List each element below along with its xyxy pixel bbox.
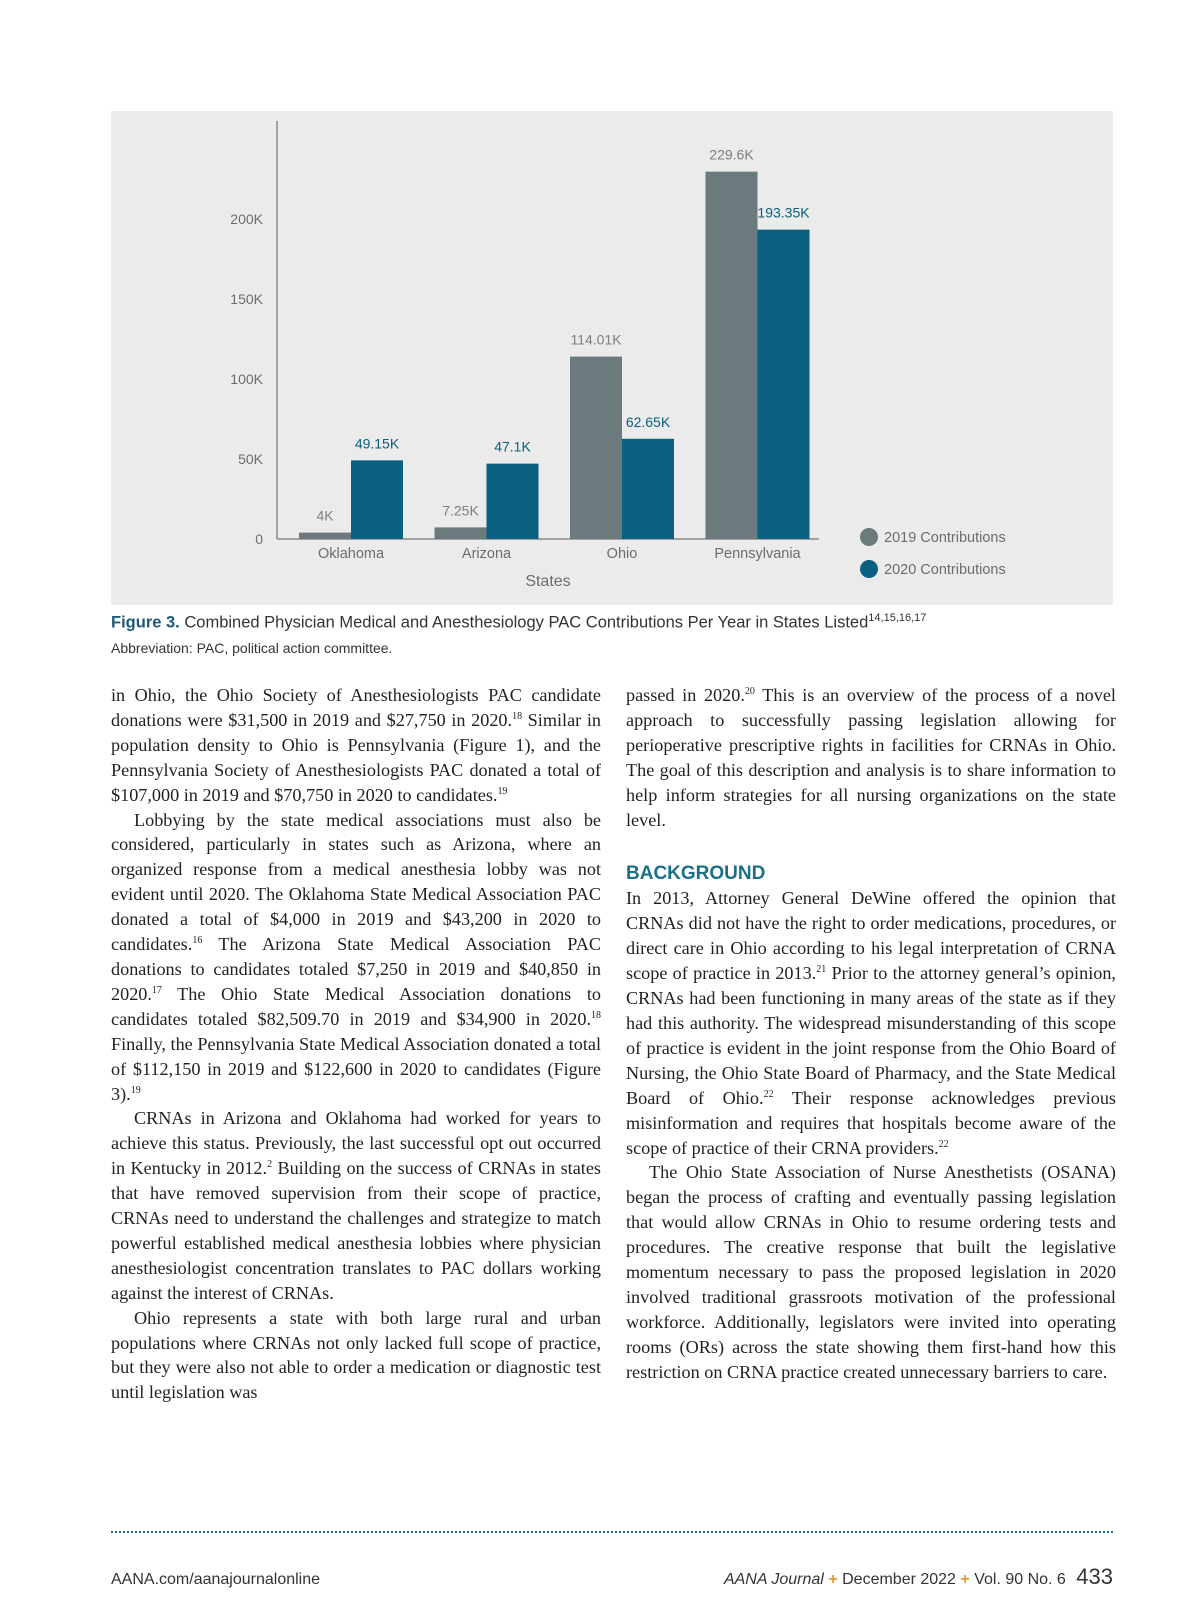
figure-caption (111, 612, 1121, 633)
legend-marker-2019 (860, 528, 878, 546)
bar-pennsylvania-2019 (706, 172, 758, 539)
y-tick-label: 0 (255, 531, 263, 547)
plus-separator: + (828, 1571, 838, 1588)
paragraph: CRNAs in Arizona and Oklahoma had worked for years to achieve this status. Previously, the last successful opt out occurred in Kentucky in 2012.$^2$ Building on the success of CRNAs in states that have removed supervision from their scope of practice, CRNAs need to understand the challenges and strategize to match powerful established medical anesthesia lobbies where physician anesthesiologist concentration translates to PAC dollars working against the interest of CRNAs. (111, 1108, 601, 1303)
figure-label: Figure 3. (111, 613, 180, 632)
data-label: 7.25K (442, 502, 479, 519)
y-tick-label: 200K (230, 211, 263, 227)
figure-abbreviation: Abbreviation: PAC, political action committee. (111, 640, 393, 656)
x-tick-label: Ohio (606, 546, 638, 562)
y-tick-label: 100K (230, 371, 263, 387)
paragraph: in Ohio, the Ohio Society of Anesthesiologists PAC candidate donations were $31,500 in 2019 and $27,750 in 2020.18 Similar in population density to Ohio is Pennsylvania (Figure 1), and the Pennsylvania Society of Anesthesiologists PAC donated a total of $107,000 in 2019 and $70,750 in 2020 to candidates.$^{19}$ (111, 685, 601, 805)
footer-url[interactable]: AANA.com/aanajournalonline (111, 1571, 321, 1588)
data-label: 114.01K (570, 331, 622, 348)
data-label: 4K (316, 507, 334, 524)
figure-caption-text: Combined Physician Medical and Anesthesiology PAC Contributions Per Year in States Listed (184, 613, 869, 632)
data-label: 229.6K (709, 146, 754, 163)
figure-caption-refs: 14,15,16,17 (868, 612, 927, 624)
data-label: 193.35K (757, 204, 810, 221)
bar-oklahoma-2020 (351, 460, 403, 539)
bar-ohio-2019 (570, 357, 622, 539)
bar-pennsylvania-2020 (758, 230, 810, 539)
data-label: 62.65K (625, 413, 671, 430)
x-tick-label: Pennsylvania (714, 546, 801, 562)
bar-ohio-2020 (622, 439, 674, 539)
page-number: 433 (1076, 1564, 1113, 1589)
data-label: 47.1K (494, 438, 531, 455)
y-tick-label: 50K (238, 451, 263, 467)
y-tick-label: 150K (230, 291, 263, 307)
x-tick-label: Oklahoma (317, 546, 385, 562)
paragraph: The Ohio State Association of Nurse Anesthetists (OSANA) began the process of crafting and eventually passing legislation that would allow CRNAs in Ohio to resume ordering tests and procedures. The creative response that built the legislative momentum necessary to pass the proposed legislation in 2020 involved traditional grassroots motivation of the professional workforce. Additionally, legislators were invited into operating rooms (ORs) across the state showing them first-hand how this restriction on CRNA practice created unnecessary barriers to care. (626, 1162, 1116, 1382)
footer-divider (111, 1531, 1113, 1533)
bar-chart (111, 111, 1113, 605)
paragraph: Lobbying by the state medical associations must also be considered, particularly in states such as Arizona, where an organized response from a medical anesthesia lobby was not evident until 2020. The Oklahoma State Medical Association PAC donated a total of $4,000 in 2019 and $43,200 in 2020 to candidates.$^{16}$ The Arizona State Medical Association PAC donations to candidates totaled $7,250 in 2019 and $40,850 in 2020.17 The Ohio State Medical Association donations to candidates totaled $82,509.70 in 2019 and $34,900 in 2020.18 Finally, the Pennsylvania State Medical Association donated a total of $112,150 in 2019 and $122,600 in 2020 to candidates (Figure 3).$^{19}$ (111, 809, 601, 1104)
footer-journal-info (724, 1564, 1113, 1590)
plus-separator: + (960, 1571, 970, 1588)
data-label: 49.15K (354, 435, 400, 452)
journal-name: AANA Journal (723, 1571, 824, 1588)
paragraph: passed in 2020.20 This is an overview of the process of a novel approach to successfully passing legislation allowing for perioperative prescriptive rights in facilities for CRNAs in Ohio. The goal of this description and analysis is to share information to help inform strategies for all nursing organizations on the state level. (626, 685, 1116, 830)
paragraph: Ohio represents a state with both large rural and urban populations where CRNAs not only lacked full scope of practice, but they were also not able to order a medication or diagnostic test until legislation was (111, 1307, 601, 1403)
left-column (111, 683, 601, 1405)
bar-arizona-2019 (435, 527, 487, 539)
figure-3-chart (111, 111, 1113, 605)
right-column (626, 683, 1116, 1385)
section-heading: BACKGROUND (626, 863, 766, 885)
legend-marker-2020 (860, 560, 878, 578)
volume-number: Vol. 90 No. 6 (974, 1571, 1066, 1588)
x-tick-label: Arizona (461, 546, 512, 562)
legend-label: 2019 Contributions (884, 530, 1006, 546)
bar-arizona-2020 (487, 464, 539, 539)
issue-date: December 2022 (842, 1571, 956, 1588)
bar-oklahoma-2019 (299, 533, 351, 539)
x-axis-title: States (525, 573, 571, 590)
paragraph: In 2013, Attorney General DeWine offered the opinion that CRNAs did not have the right to order medications, procedures, or direct care in Ohio according to his legal interpretation of CRNA scope of practice in 2013.21 Prior to the attorney general’s opinion, CRNAs had been functioning in many areas of the state as if they had this authority. The widespread misunderstanding of this scope of practice is evident in the joint response from the Ohio Board of Nursing, the Ohio State Board of Pharmacy, and the State Medical Board of Ohio.$^{22}$ Their response acknowledges previous misinformation and requires that hospitals become aware of the scope of practice of their CRNA providers.$^{22}$ (626, 888, 1116, 1158)
legend-label: 2020 Contributions (884, 562, 1006, 578)
